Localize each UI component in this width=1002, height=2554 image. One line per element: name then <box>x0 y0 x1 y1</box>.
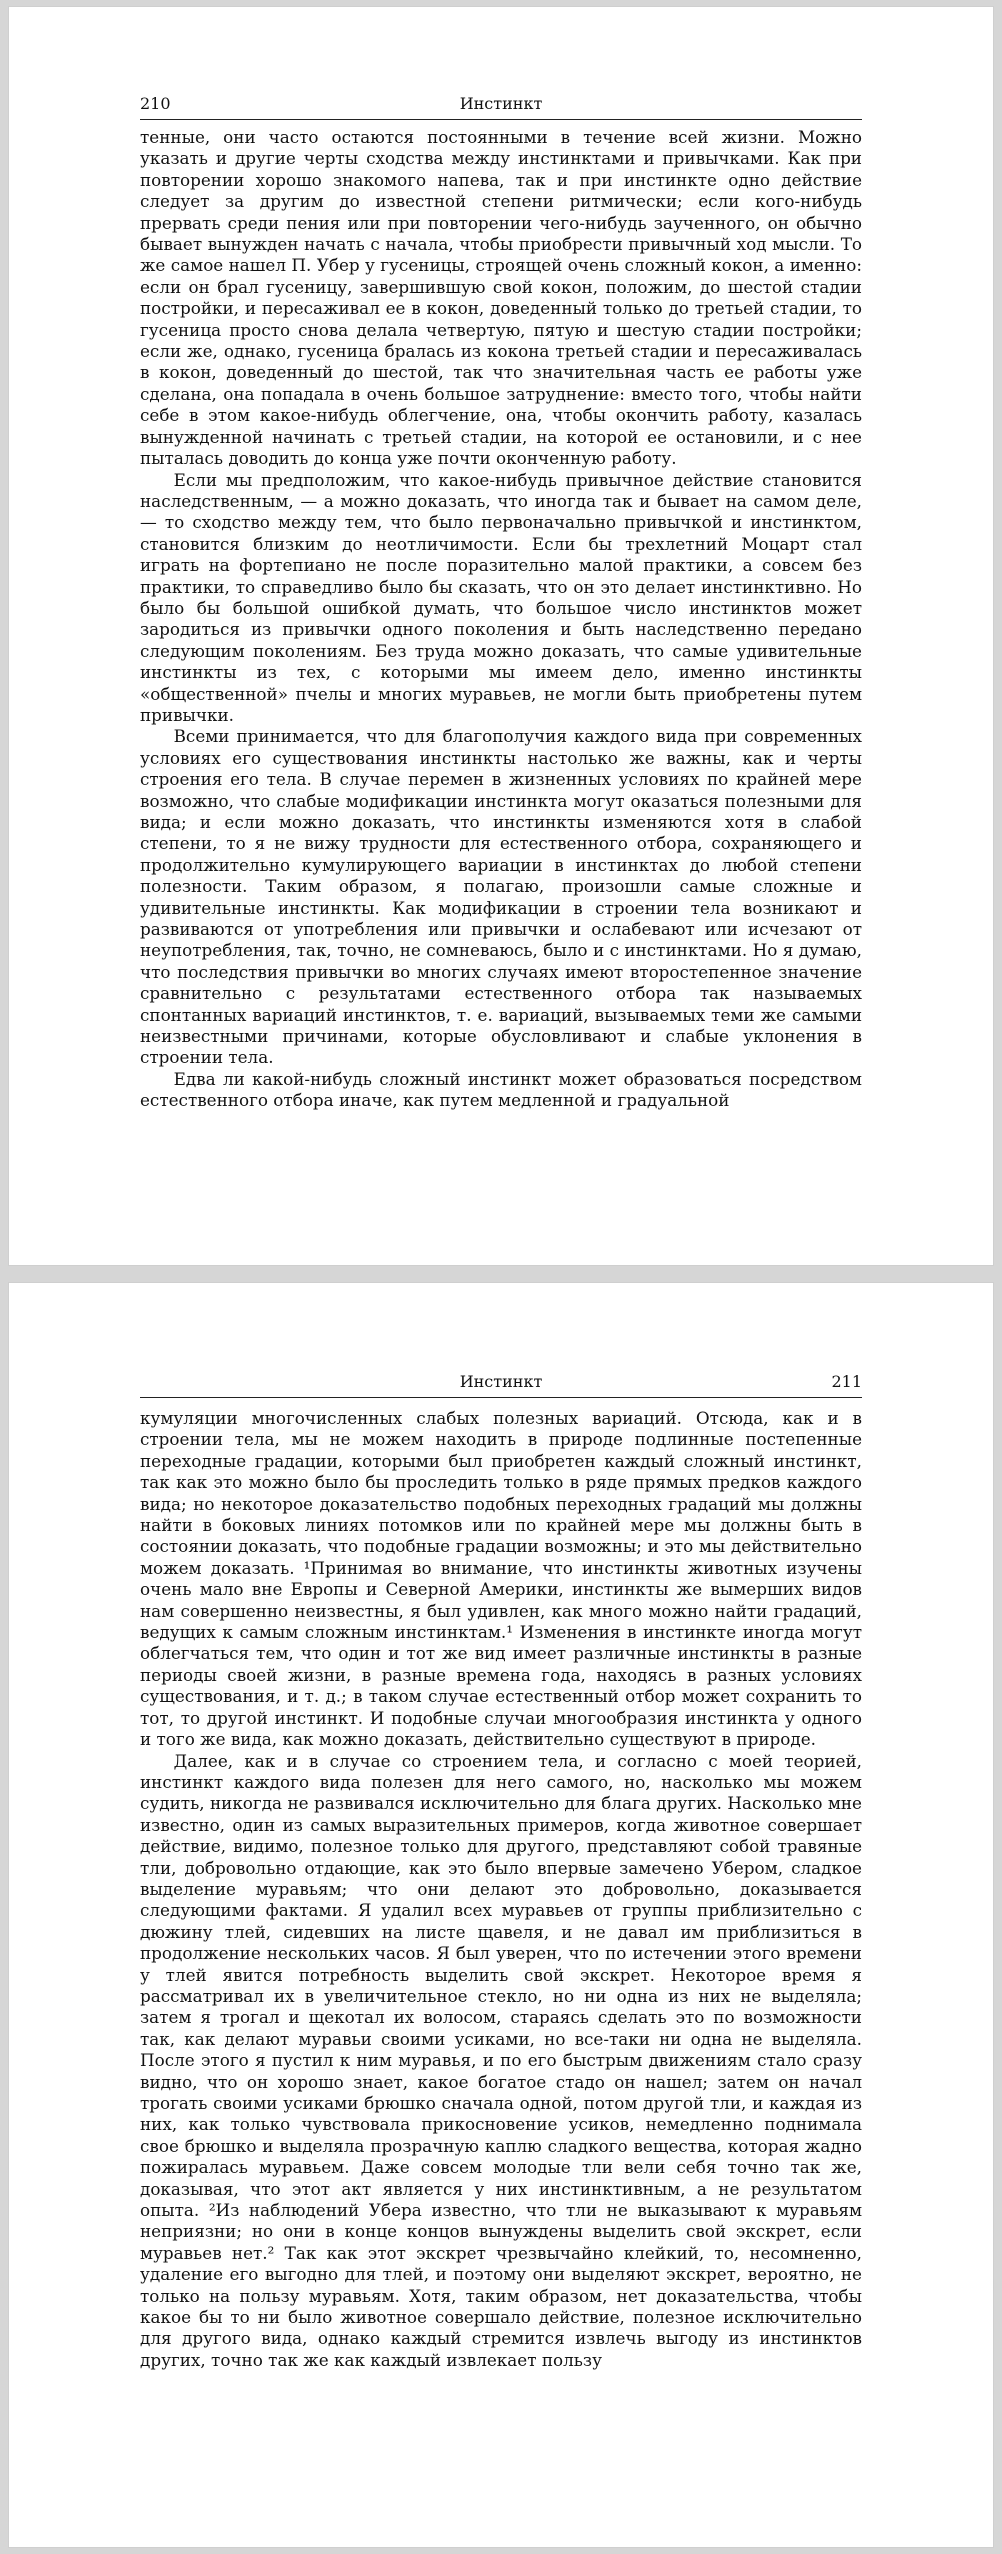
paragraph: Далее, как и в случае со строением тела, и согласно с моей теорией, инстинкт каждого вида полезен для него самого, но, насколько мы можем судить, никогда не развивался исключительно для блага других. Насколько мне известно, один из самых выразительных примеров, когда животное совершает действие, видимо, полезное только для другого, представляют собой травяные тли, добровольно отдающие, как это было впервые замечено Убером, сладкое выделение муравьям; что они делают это добровольно, доказывается следующими фактами. Я удалил всех муравьев от группы приблизительно с дюжину тлей, сидевших на листе щавеля, и не давал им приблизиться в продолжение нескольких часов. Я был уверен, что по истечении этого времени у тлей явится потребность выделить свой экскрет. Некоторое время я рассматривал их в увеличительное стекло, но ни одна из них не выделяла; затем я трогал и щекотал их волосом, стараясь сделать это по возможности так, как делают муравьи своими усиками, но все-таки ни одна не выделяла. После этого я пустил к ним муравья, и по его быстрым движениям стало сразу видно, что он хорошо знает, какое богатое стадо он нашел; затем он начал трогать своими усиками брюшко сначала одной, потом другой тли, и каждая из них, как только чувствовала прикосновение усиков, немедленно поднимала свое брюшко и выделяла прозрачную каплю сладкого вещества, которая жадно пожиралась муравьем. Даже совсем молодые тли вели себя точно так же, доказывая, что этот акт является у них инстинктивным, а не результатом опыта. ²Из наблюдений Убера известно, что тли не выказывают к муравьям неприязни; но они в конце концов вынуждены выделить свой экскрет, если муравьев нет.² Так как этот экскрет чрезвычайно клейкий, то, несомненно, удаление его выгодно для тлей, и поэтому они выделяют экскрет, вероятно, не только на пользу муравьям. Хотя, таким образом, нет доказательства, чтобы какое бы то ни было животное совершало действие, полезное исключительно для другого вида, однако каждый стремится извлечь выгоду из инстинктов других, точно так же как каждый извлекает пользу <box>140 1750 862 2370</box>
book-page-211 <box>8 1282 994 2548</box>
page-number: 211 <box>831 1372 862 1391</box>
paragraph: кумуляции многочисленных слабых полезных вариаций. Отсюда, как и в строении тела, мы не можем находить в природе подлинные постепенные переходные градации, которыми был приобретен каждый сложный инстинкт, так как это можно было бы проследить только в ряде прямых предков каждого вида; но некоторое доказательство подобных переходных градаций мы должны найти в боковых линиях потомков или по крайней мере мы должны быть в состоянии доказать, что подобные градации возможны; и это мы действительно можем доказать. ¹Принимая во внимание, что инстинкты животных изучены очень мало вне Европы и Северной Америки, инстинкты же вымерших видов нам совершенно неизвестны, я был удивлен, как много можно найти градаций, ведущих к самым сложным инстинктам.¹ Изменения в инстинкте иногда могут облегчаться тем, что один и тот же вид имеет различные инстинкты в разные периоды своей жизни, в разные времена года, находясь в разных условиях существования, и т. д.; в таком случае естественный отбор может сохранить то тот, то другой инстинкт. И подобные случаи многообразия инстинкта у одного и того же вида, как можно доказать, действительно существуют в природе. <box>140 1408 862 1750</box>
running-title: Инстинкт <box>459 94 543 113</box>
page-header <box>140 1373 862 1398</box>
page-number: 210 <box>140 94 171 113</box>
paragraph: тенные, они часто остаются постоянными в течение всей жизни. Можно указать и другие черты сходства между инстинктами и привычками. Как при повторении хорошо знакомого напева, так и при инстинкте одно действие следует за другим до известной степени ритмически; если кого-нибудь прервать среди пения или при повторении чего-нибудь заученного, он обычно бывает вынужден начать с начала, чтобы приобрести привычный ход мысли. То же самое нашел П. Убер у гусеницы, строящей очень сложный кокон, а именно: если он брал гусеницу, завершившую свой кокон, положим, до шестой стадии постройки, и пересаживал ее в кокон, доведенный только до третьей стадии, то гусеница просто снова делала четвертую, пятую и шестую стадии постройки; если же, однако, гусеница бралась из кокона третьей стадии и пересаживалась в кокон, доведенный до шестой, так что значительная часть ее работы уже сделана, она попадала в очень большое затруднение: вместо того, чтобы найти себе в этом какое-нибудь облегчение, она, чтобы окончить работу, казалась вынужденной начинать с третьей стадии, на которой ее остановили, и с нее пыталась доводить до конца уже почти оконченную работу. <box>140 127 862 469</box>
page-body <box>140 127 862 1205</box>
paragraph: Едва ли какой-нибудь сложный инстинкт может образоваться посредством естественного отбора иначе, как путем медленной и градуальной <box>140 1068 862 1111</box>
paragraph: Если мы предположим, что какое-нибудь привычное действие становится наследственным, — а можно доказать, что иногда так и бывает на самом деле, — то сходство между тем, что было первоначально привычкой и инстинктом, становится близким до неотличимости. Если бы трехлетний Моцарт стал играть на фортепиано не после поразительно малой практики, а совсем без практики, то справедливо было бы сказать, что он это делает инстинктивно. Но было бы большой ошибкой думать, что большое число инстинктов может зародиться из привычки одного поколения и быть наследственно передано следующим поколениям. Без труда можно доказать, что самые удивительные инстинкты из тех, с которыми мы имеем дело, именно инстинкты «общественной» пчелы и многих муравьев, не могли быть приобретены путем привычки. <box>140 469 862 725</box>
page-body <box>140 1408 862 2487</box>
paragraph: Всеми принимается, что для благополучия каждого вида при современных условиях его существования инстинкты настолько же важны, как и черты строения его тела. В случае перемен в жизненных условиях по крайней мере возможно, что слабые модификации инстинкта могут оказаться полезными для вида; и если можно доказать, что инстинкты изменяются хотя в слабой степени, то я не вижу трудности для естественного отбора, сохраняющего и продолжительно кумулирующего вариации в инстинктах до любой степени полезности. Таким образом, я полагаю, произошли самые сложные и удивительные инстинкты. Как модификации в строении тела возникают и развиваются от употребления или привычки и ослабевают или исчезают от неупотребления, так, точно, не сомневаюсь, было и с инстинктами. Но я думаю, что последствия привычки во многих случаях имеют второстепенное значение сравнительно с результатами естественного отбора так называемых спонтанных вариаций инстинктов, т. е. вариаций, вызываемых теми же самыми неизвестными причинами, которые обусловливают и слабые уклонения в строении тела. <box>140 726 862 1068</box>
book-page-210 <box>8 6 994 1266</box>
running-title: Инстинкт <box>459 1372 543 1391</box>
page-header <box>140 95 862 120</box>
